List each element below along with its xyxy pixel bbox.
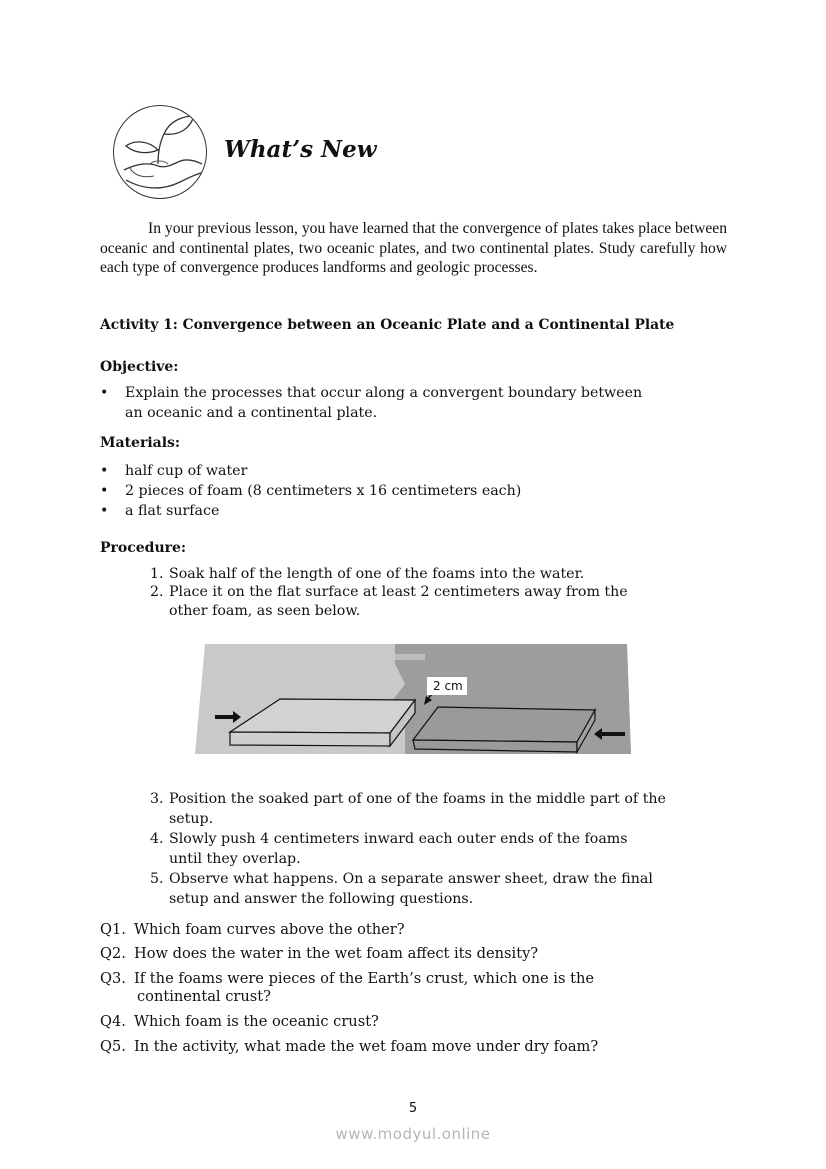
seedling-in-hand-icon [113,105,207,199]
page-number: 5 [408,1101,418,1116]
step-text: Soak half of the length of one of the foams into the water. [169,566,585,582]
step-text: setup and answer the following questions. [169,891,474,907]
question-text: If the foams were pieces of the Earth’s crust, which one is the [134,970,594,987]
bullet-icon: • [100,503,109,519]
intro-text: In your previous lesson, you have learned that the convergence of plates takes place between oceanic and continental plates, two oceanic plates, and two continental plates. Study carefully how each type of convergence produces landforms and geologic processes. [100,220,727,276]
material-text: 2 pieces of foam (8 centimeters x 16 centimeters each) [125,483,522,499]
step-number: 1. [150,566,164,582]
step-text: Observe what happens. On a separate answer sheet, draw the final [169,871,653,887]
step-text: Slowly push 4 centimeters inward each outer ends of the foams [169,831,628,847]
question-text: Which foam is the oceanic crust? [134,1013,379,1030]
step-text: setup. [169,811,214,827]
bullet-icon: • [100,385,109,401]
step-number: 2. [150,584,164,600]
objective-item [100,383,740,425]
watermark: www.modyul.online [335,1125,491,1143]
objective-line: an oceanic and a continental plate. [125,405,378,421]
activity-title: Activity 1: Convergence between an Oceanic Plate and a Continental Plate [100,317,675,333]
foam-setup-figure [195,644,631,754]
foam-setup-drawing [195,644,631,754]
bullet-icon: • [100,483,109,499]
question-text: In the activity, what made the wet foam move under dry foam? [134,1038,599,1055]
material-text: a flat surface [125,503,220,519]
question-label: Q4. [100,1013,126,1030]
material-text: half cup of water [125,463,248,479]
question-text: How does the water in the wet foam affect its density? [134,945,539,962]
question-text: Which foam curves above the other? [134,921,405,938]
gap-label: 2 cm [433,679,463,693]
step-number: 5. [150,871,164,887]
wet-foam [413,707,595,742]
step-text: other foam, as seen below. [169,603,361,619]
objective-heading: Objective: [100,359,179,375]
materials-heading: Materials: [100,435,181,451]
question-label: Q1. [100,921,126,938]
section-title: What’s New [224,136,377,163]
question-label: Q3. [100,970,126,987]
materials-list [100,461,740,521]
question-label: Q2. [100,945,126,962]
step-text: until they overlap. [169,851,301,867]
question-text: continental crust? [137,988,271,1005]
step-number: 4. [150,831,164,847]
step-text: Position the soaked part of one of the foams in the middle part of the [169,791,666,807]
step-text: Place it on the flat surface at least 2 centimeters away from the [169,584,628,600]
procedure-heading: Procedure: [100,540,187,556]
objective-line: Explain the processes that occur along a convergent boundary between [125,385,643,401]
step-number: 3. [150,791,164,807]
question-label: Q5. [100,1038,126,1055]
intro-paragraph [100,219,727,278]
bullet-icon: • [100,463,109,479]
